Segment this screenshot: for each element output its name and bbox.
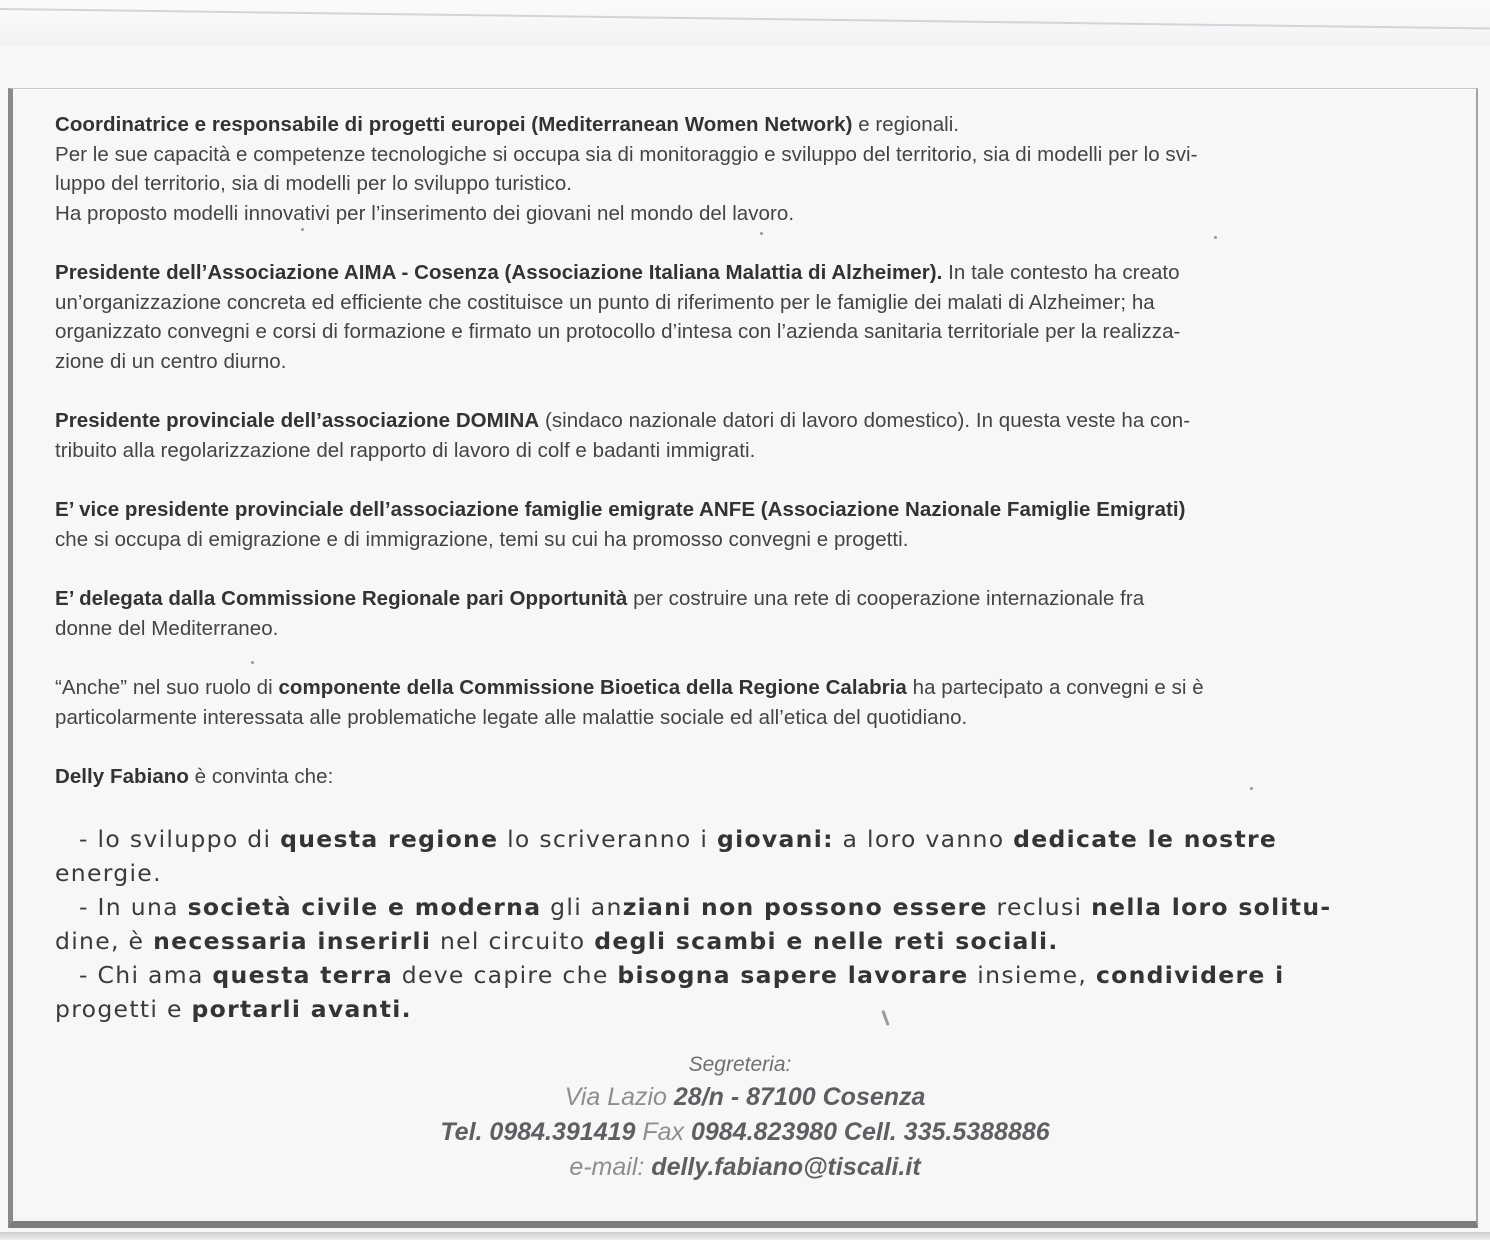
biography-paragraph [55,584,1435,643]
paragraph-line [55,703,1435,733]
text-run: tribuito alla regolarizzazione del rapporto di lavoro di colf e badanti immigrati. [55,438,756,462]
text-run: zione di un centro diurno. [55,349,287,373]
secretariat-email [0,1150,1490,1185]
bold-text: condividere i [1095,960,1285,989]
scan-top-edge [0,0,1490,46]
text-run: progetti [55,994,159,1023]
secretariat-phones [0,1115,1490,1150]
text-run: gli an [541,892,623,921]
text-run: nel circuito [431,926,595,955]
secretariat-block [0,1050,1490,1185]
belief-line [55,856,1435,890]
secretariat-text-run: Tel. 0984.391419 [440,1118,636,1146]
paragraph-line [55,584,1435,614]
scan-bottom-shadow [0,1232,1490,1240]
text-run: “Anche” nel suo ruolo di [55,676,279,699]
paragraph-line [55,199,1435,229]
text-run: - lo sviluppo di [79,824,281,853]
text-run: e [158,994,192,1023]
text-run: dine, è [55,926,154,955]
paragraph-line [55,258,1435,288]
secretariat-text-run: 0984.823980 Cell. 335.5388886 [691,1118,1050,1146]
text-run: - Chi ama [79,960,213,989]
secretariat-text-run: Via Lazio [564,1083,674,1111]
bold-text: necessaria inserirli [153,926,432,955]
secretariat-title: Segreteria: [688,1053,792,1076]
biography-paragraph [55,495,1435,554]
bold-text: questa terra [212,960,393,989]
bold-text: bisogna sapere lavorare [617,960,969,989]
biography-content [55,110,1435,1026]
text-run: (sindaco nazionale datori di lavoro domestico). In questa veste ha con- [539,409,1191,432]
biography-paragraph [55,762,1435,792]
text-run: reclusi [987,892,1092,921]
text-run: per costruire una rete di cooperazione internazionale fra [627,587,1145,610]
secretariat-text-run: e-mail: [569,1153,652,1181]
secretariat-address [0,1080,1490,1115]
scan-speck [251,661,254,664]
biography-paragraph [55,258,1435,376]
bold-text: portarli avanti. [191,994,412,1023]
bold-text: Coordinatrice e responsabile di progetti europei (Mediterranean Women Network) [55,113,853,136]
scan-speck [301,228,304,231]
text-run: donne del Mediterraneo. [55,616,279,640]
text-run: lo scriveranno i [498,824,717,853]
biography-paragraphs [55,110,1435,792]
bold-text: Presidente provinciale dell’associazione DOMINA [55,409,540,432]
text-run: energie. [55,858,162,887]
bold-text: dedicate le nostre [1013,824,1278,853]
paragraph-line [55,317,1435,347]
text-run: che si occupa di emigrazione e di immigrazione, temi su cui ha promosso convegni e progetti. [55,527,909,551]
beliefs-list [55,822,1435,1026]
paragraph-line [55,495,1435,525]
belief-item [55,890,1435,958]
biography-paragraph [55,673,1435,732]
belief-line [55,890,1435,924]
text-run: è convinta che: [188,765,334,788]
text-run: insieme, [968,960,1096,989]
belief-line [55,924,1435,958]
belief-item [55,958,1435,1026]
paragraph-line [55,347,1435,377]
secretariat-text-run: 28/n - 87100 Cosenza [673,1083,926,1111]
bold-text: nella loro solitu- [1091,892,1332,921]
paragraph-line [55,110,1435,140]
paragraph-line [55,406,1435,436]
text-run: Ha proposto modelli innovativi per l’inserimento dei giovani nel mondo del lavoro. [55,201,795,225]
bold-text: Presidente dell’Associazione AIMA - Cosenza (Associazione Italiana Malattia di Alzheimer). [55,261,943,284]
text-run: - In una [79,892,188,921]
paragraph-line [55,762,1435,792]
text-run: un’organizzazione concreta ed efficiente che costituisce un punto di riferimento per le famiglie dei malati di Alzheimer; ha [55,290,1155,314]
secretariat-text-run: Fax [635,1118,691,1146]
text-run: ha partecipato a convegni e si è [906,676,1204,699]
paragraph-line [55,673,1435,703]
bold-text: E’ vice presidente provinciale dell’associazione famiglie emigrate ANFE (Associazione Nazionale Famiglie Emigrati) [55,498,1186,521]
paragraph-line [55,614,1435,644]
text-run: a loro vanno [833,824,1014,853]
bold-text: degli scambi e nelle reti sociali. [594,926,1059,955]
text-run: deve capire che [392,960,618,989]
paragraph-line [55,169,1435,199]
biography-paragraph [55,110,1435,228]
biography-paragraph [55,406,1435,465]
scan-speck [760,232,763,235]
paragraph-line [55,288,1435,318]
bold-text: questa regione [280,824,499,853]
text-run: particolarmente interessata alle problematiche legate alle malattie sociale ed all’etica del quotidiano. [55,705,968,729]
scan-speck [1214,236,1217,239]
belief-item [55,822,1435,890]
text-run: In tale contesto ha creato [942,261,1180,284]
bold-text: E’ delegata dalla Commissione Regionale pari Opportunità [55,587,628,610]
belief-line [55,992,1435,1026]
belief-line [55,822,1435,856]
bold-text: ziani non possono essere [622,892,988,921]
text-run: Per le sue capacità e competenze tecnologiche si occupa sia di monitoraggio e sviluppo del territorio, sia di modelli per lo svi- [55,142,1198,166]
scan-speck [1250,787,1253,790]
text-run: luppo del territorio, sia di modelli per lo sviluppo turistico. [55,172,573,195]
belief-line [55,958,1435,992]
bold-text: società civile e moderna [187,892,542,921]
text-run: e regionali. [852,113,960,136]
paragraph-line [55,140,1435,170]
paragraph-line [55,436,1435,466]
bold-text: componente della Commissione Bioetica della Regione Calabria [278,676,907,699]
secretariat-text-run: delly.fabiano@tiscali.it [651,1153,921,1181]
text-run: organizzato convegni e corsi di formazione e firmato un protocollo d’intesa con l’azienda sanitaria territoriale per la realizza- [55,320,1181,343]
paragraph-line [55,525,1435,555]
bold-text: Delly Fabiano [55,765,189,788]
bold-text: giovani: [716,824,834,853]
